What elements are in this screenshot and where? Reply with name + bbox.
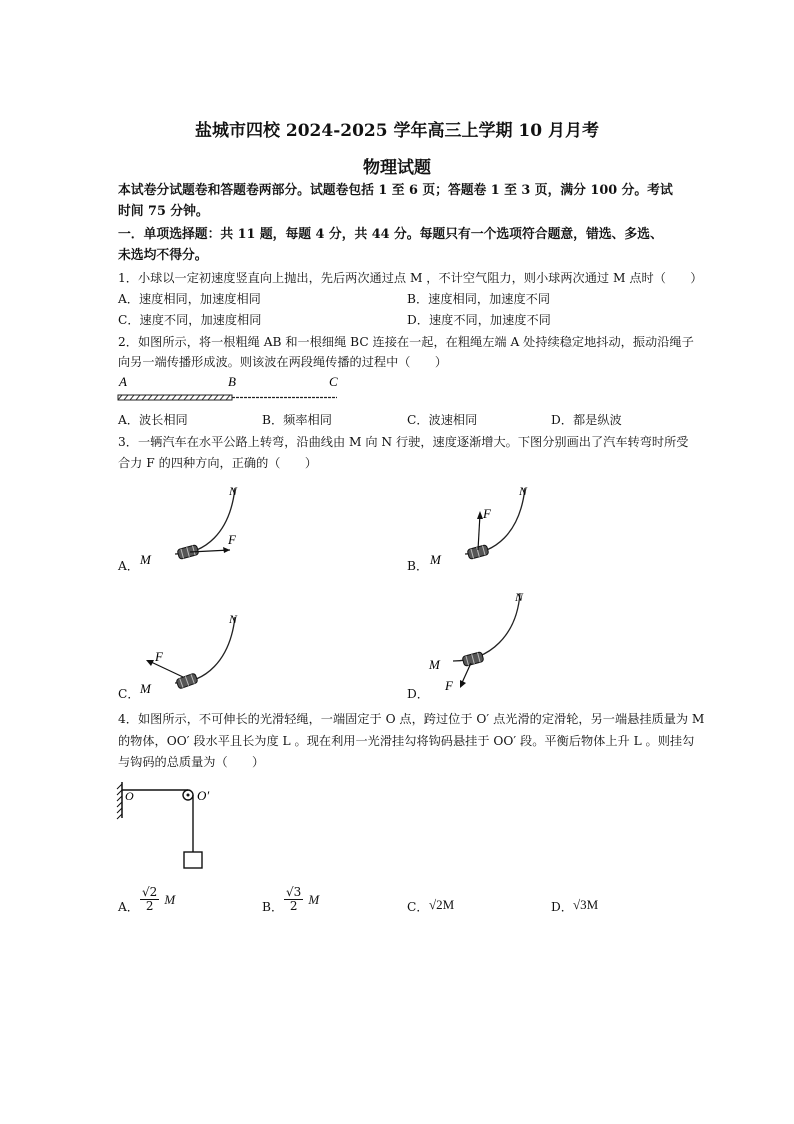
q2-option-c[interactable]: C．波速相同: [407, 413, 478, 427]
frac-den: 2: [289, 899, 298, 913]
q4-option-b-letter[interactable]: B．: [262, 900, 284, 914]
q4-option-d-letter[interactable]: D．: [551, 900, 573, 914]
q1-option-a[interactable]: A．速度相同，加速度相同: [118, 292, 261, 306]
car-icon: [462, 652, 484, 667]
thick-rope-ab: [118, 395, 232, 400]
q3-option-c-letter[interactable]: C．: [118, 687, 140, 701]
q3-figure-b: [425, 478, 555, 578]
q3-option-d-letter[interactable]: D．: [407, 687, 429, 701]
label-n: N: [519, 484, 528, 498]
q2-label-b: B: [228, 374, 236, 389]
mass-block: [184, 852, 202, 868]
q1-stem: 1．小球以一定初速度竖直向上抛出，先后两次通过点 M ，不计空气阻力，则小球两次通过 M 点时（ ）: [118, 271, 703, 285]
q3-figure-d: [425, 585, 555, 695]
q3-option-a-letter[interactable]: A．: [118, 559, 139, 573]
label-o-prime: O′: [197, 788, 210, 803]
q1-option-d[interactable]: D．速度不同，加速度不同: [407, 313, 551, 327]
q4-stem-3: 与钩码的总质量为（ ）: [118, 755, 265, 769]
q3-stem-1: 3．一辆汽车在水平公路上转弯，沿曲线由 M 向 N 行驶，速度逐渐增大。下图分别画出了汽车转弯时所受: [118, 435, 689, 449]
q4-pulley-figure: [112, 778, 227, 878]
label-m: M: [429, 657, 440, 672]
q3-stem-2: 合力 F 的四种方向，正确的（ ）: [118, 456, 318, 470]
frac-num: √3: [286, 885, 302, 899]
section1-line-1: 一．单项选择题：共 11 题，每题 4 分，共 44 分。每题只有一个选项符合题意，错选、多选、: [118, 227, 663, 242]
q3-figure-a: [135, 478, 265, 578]
q4-option-d[interactable]: √3M: [573, 897, 599, 912]
q4-stem-1: 4．如图所示，不可伸长的光滑轻绳，一端固定于 O 点，跨过位于 O′ 点光滑的定滑轮，另一端悬挂质量为 M: [118, 712, 705, 726]
q4-option-a-letter[interactable]: A．: [118, 900, 139, 914]
label-n: N: [229, 612, 238, 626]
q4-stem-2: 的物体，OO′ 段水平且长为度 L 。现在利用一光滑挂勾将钩码悬挂于 OO′ 段。平衡后物体上升 L 。则挂勾: [118, 734, 695, 748]
page-subtitle: 物理试题: [363, 158, 431, 178]
var-m: M: [308, 892, 320, 907]
label-f: F: [483, 506, 491, 521]
label-n: N: [515, 590, 524, 604]
q2-stem-1: 2．如图所示，将一根粗绳 AB 和一根细绳 BC 连接在一起，在粗绳左端 A 处持续稳定地抖动，振动沿绳子: [118, 335, 694, 349]
q2-label-c: C: [329, 374, 338, 389]
q1-option-c[interactable]: C．速度不同，加速度相同: [118, 313, 262, 327]
label-n: N: [229, 484, 238, 498]
frac-num: √2: [142, 885, 158, 899]
label-f: F: [445, 678, 453, 693]
q4-option-c-letter[interactable]: C．: [407, 900, 429, 914]
q2-option-a[interactable]: A．波长相同: [118, 413, 188, 427]
q4-option-c[interactable]: √2M: [429, 897, 455, 912]
q4-option-b[interactable]: [284, 886, 319, 913]
label-f: F: [155, 649, 163, 664]
label-m: M: [140, 552, 151, 567]
q2-option-b[interactable]: B．频率相同: [262, 413, 332, 427]
q2-option-d[interactable]: D．都是纵波: [551, 413, 622, 427]
intro-line-2: 时间 75 分钟。: [118, 204, 209, 219]
var-m: M: [164, 892, 176, 907]
q4-option-a[interactable]: [140, 886, 175, 913]
q2-stem-2: 向另一端传播形成波。则该波在两段绳传播的过程中（ ）: [118, 355, 448, 369]
q2-rope-figure: [115, 373, 345, 405]
label-m: M: [430, 552, 441, 567]
section1-line-2: 未选均不得分。: [118, 248, 208, 263]
q3-figure-c: [135, 603, 265, 703]
frac-den: 2: [145, 899, 154, 913]
label-m: M: [140, 681, 151, 696]
q3-option-b-letter[interactable]: B．: [407, 559, 429, 573]
intro-line-1: 本试卷分试题卷和答题卷两部分。试题卷包括 1 至 6 页；答题卷 1 至 3 页，满分 100 分。考试: [118, 183, 673, 198]
q1-option-b[interactable]: B．速度相同，加速度不同: [407, 292, 551, 306]
label-f: F: [228, 532, 236, 547]
q2-label-a: A: [119, 374, 127, 389]
label-o: O: [125, 789, 134, 803]
page-title: 盐城市四校 2024-2025 学年高三上学期 10 月月考: [194, 121, 599, 141]
